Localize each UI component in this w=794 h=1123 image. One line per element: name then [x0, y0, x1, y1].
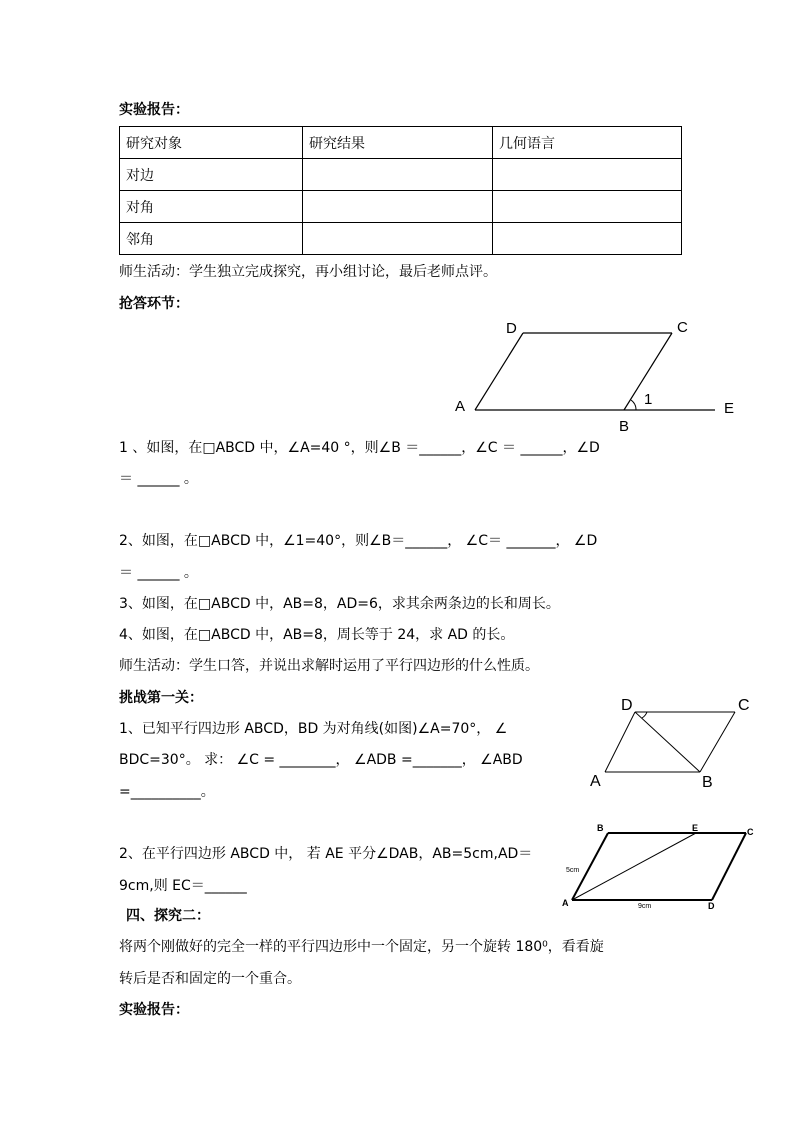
- report-heading-2: 实验报告：: [119, 1002, 189, 1018]
- label-c: C: [738, 697, 750, 714]
- edge-da: [605, 712, 635, 772]
- report-heading-1: 实验报告：: [119, 102, 189, 118]
- label-b: B: [597, 823, 604, 833]
- quick-answer-heading: 抢答环节：: [119, 296, 189, 312]
- table-cell: [303, 159, 493, 191]
- diagonal-bd: [635, 712, 700, 772]
- table-header-cell: 研究对象: [120, 127, 303, 159]
- table-row: [120, 191, 682, 223]
- table-cell: 邻角: [120, 223, 303, 255]
- table-cell: 对边: [120, 159, 303, 191]
- label-d: D: [621, 697, 633, 714]
- table-cell: [493, 191, 682, 223]
- challenge-1-line-1: 1、已知平行四边形 ABCD，BD 为对角线(如图)∠A=70°， ∠: [119, 721, 508, 737]
- challenge-1-line-2: BDC=30°。 求： ∠C = ________， ∠ADB =_______， ∠ABD: [119, 752, 523, 768]
- label-9cm: 9cm: [638, 903, 652, 910]
- table-row: [120, 223, 682, 255]
- angle-arc: [642, 712, 647, 718]
- challenge-2-line-2: 9cm,则 EC＝______: [119, 878, 247, 894]
- label-d: D: [506, 320, 517, 337]
- label-5cm: 5cm: [566, 867, 580, 874]
- question-1-line-2: ＝ ______ 。: [119, 471, 198, 487]
- label-c: C: [677, 319, 688, 336]
- challenge-heading: 挑战第一关：: [119, 690, 203, 706]
- label-b: B: [619, 418, 630, 435]
- question-1-line-1: 1 、如图，在□ABCD 中，∠A=40 °，则∠B ＝______，∠C ＝ ______，∠D: [119, 440, 600, 456]
- challenge-1-line-3: =__________。: [119, 784, 215, 800]
- label-e: E: [692, 823, 699, 833]
- label-a: A: [455, 398, 466, 415]
- table-header-cell: 研究结果: [303, 127, 493, 159]
- table-cell: 对角: [120, 191, 303, 223]
- edge-da: [475, 333, 523, 410]
- section-4-heading: 四、探究二：: [126, 908, 210, 924]
- question-2-line-2: ＝ ______ 。: [119, 565, 198, 581]
- edge-cd: [712, 833, 746, 900]
- label-angle-1: 1: [644, 391, 653, 408]
- angle-1-arc: [631, 400, 636, 410]
- label-b: B: [702, 774, 713, 791]
- activity-text-2: 师生活动：学生口答，并说出求解时运用了平行四边形的什么性质。: [119, 658, 539, 674]
- label-d: D: [708, 901, 715, 911]
- question-4: 4、如图，在□ABCD 中，AB=8，周长等于 24，求 AD 的长。: [119, 627, 515, 643]
- parallelogram-figure-1: [450, 312, 750, 437]
- label-c: C: [747, 827, 754, 837]
- table-row: [120, 159, 682, 191]
- explore-line-1: 将两个刚做好的完全一样的平行四边形中一个固定，另一个旋转 180⁰，看看旋: [119, 939, 604, 955]
- edge-cb: [700, 712, 735, 772]
- table-cell: [303, 191, 493, 223]
- report-table: [119, 126, 682, 255]
- question-2-line-1: 2、如图，在□ABCD 中，∠1=40°，则∠B＝______， ∠C＝ _______， ∠D: [119, 533, 598, 549]
- table-cell: [493, 223, 682, 255]
- table-cell: [303, 223, 493, 255]
- table-header-row: [120, 127, 682, 159]
- parallelogram-figure-3: [560, 820, 760, 915]
- label-a: A: [562, 898, 569, 908]
- label-e: E: [724, 400, 735, 417]
- question-3: 3、如图，在□ABCD 中，AB=8，AD=6，求其余两条边的长和周长。: [119, 596, 560, 612]
- challenge-2-line-1: 2、在平行四边形 ABCD 中， 若 AE 平分∠DAB，AB=5cm,AD＝: [119, 846, 533, 862]
- table-cell: [493, 159, 682, 191]
- activity-text-1: 师生活动：学生独立完成探究，再小组讨论，最后老师点评。: [119, 264, 497, 280]
- table-header-cell: 几何语言: [493, 127, 682, 159]
- label-a: A: [590, 773, 601, 790]
- explore-line-2: 转后是否和固定的一个重合。: [119, 971, 301, 987]
- parallelogram-figure-2: [585, 690, 755, 795]
